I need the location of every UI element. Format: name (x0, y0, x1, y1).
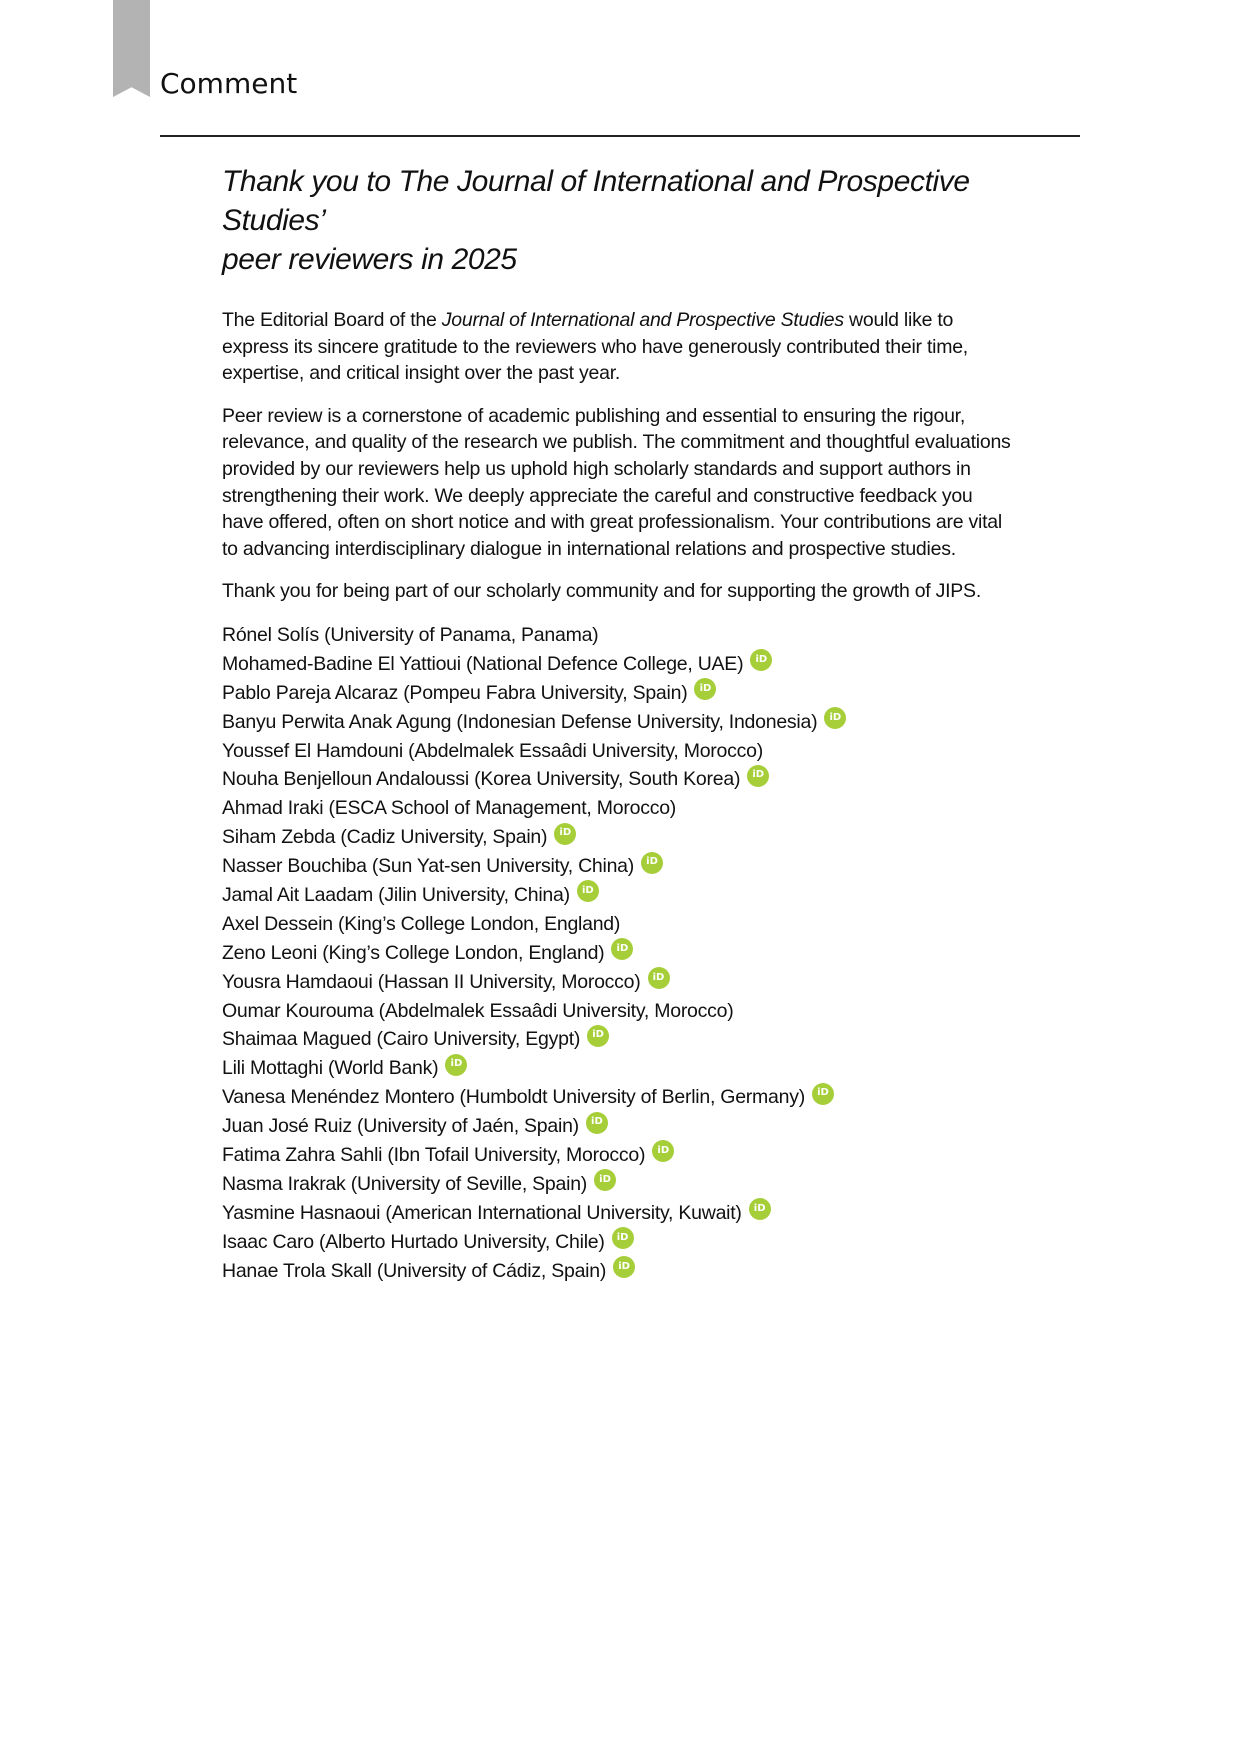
journal-name: Journal of International and Prospective Studies (441, 309, 844, 331)
reviewer-entry (222, 708, 1012, 737)
reviewer-entry (222, 1228, 1012, 1257)
reviewer-entry (222, 997, 1012, 1026)
reviewer-entry (222, 765, 1012, 794)
reviewer-entry (222, 968, 1012, 997)
reviewer-name: Nouha Benjelloun Andaloussi (Korea University, South Korea) (222, 768, 741, 791)
reviewer-name: Axel Dessein (King’s College London, England) (222, 912, 621, 935)
orcid-icon[interactable]: iD (445, 1054, 467, 1076)
reviewer-entry (222, 881, 1012, 910)
section-bookmark-tab (113, 0, 150, 97)
orcid-icon[interactable]: iD (612, 1227, 634, 1249)
reviewer-name: Banyu Perwita Anak Agung (Indonesian Defense University, Indonesia) (222, 710, 818, 733)
thank-you-paragraph: Thank you for being part of our scholarly community and for supporting the growth of JIPS. (222, 580, 981, 603)
reviewer-name: Fatima Zahra Sahli (Ibn Tofail University, Morocco) (222, 1143, 646, 1166)
intro-paragraph (222, 307, 1012, 387)
reviewer-name: Ahmad Iraki (ESCA School of Management, Morocco) (222, 797, 677, 820)
reviewer-name: Rónel Solís (University of Panama, Panama) (222, 623, 599, 646)
intro-text-end: would like to express its sincere gratitude to the reviewers who have generously contributed their time, expertise, and critical insight over the past year. (222, 309, 968, 385)
reviewer-name: Jamal Ait Laadam (Jilin University, China) (222, 883, 570, 906)
article-body (222, 162, 1012, 1285)
reviewer-name: Pablo Pareja Alcaraz (Pompeu Fabra University, Spain) (222, 681, 688, 704)
reviewer-name: Vanesa Menéndez Montero (Humboldt University of Berlin, Germany) (222, 1086, 805, 1109)
reviewer-name: Nasser Bouchiba (Sun Yat-sen University, China) (222, 855, 635, 878)
orcid-icon[interactable]: iD (594, 1169, 616, 1191)
reviewer-entry (222, 852, 1012, 881)
reviewer-name: Shaimaa Magued (Cairo University, Egypt) (222, 1028, 581, 1051)
peer-review-paragraph: Peer review is a cornerstone of academic publishing and essential to ensuring the rigour, relevance, and quality of the research we publish. The commitment and thoughtful evaluations provided by our reviewers help us uphold high scholarly standards and support authors in strengthening their work. We deeply appreciate the careful and constructive feedback you have offered, often on short notice and with great professionalism. Your contributions are vital to advancing interdisciplinary dialogue in international relations and prospective studies. (222, 404, 1011, 560)
reviewer-entry (222, 1083, 1012, 1112)
reviewer-name: Yasmine Hasnaoui (American International University, Kuwait) (222, 1201, 742, 1224)
orcid-icon[interactable]: iD (611, 938, 633, 960)
orcid-icon[interactable]: iD (587, 1025, 609, 1047)
reviewer-entry (222, 1141, 1012, 1170)
reviewer-name: Juan José Ruiz (University of Jaén, Spain) (222, 1115, 579, 1138)
orcid-icon[interactable]: iD (750, 649, 772, 671)
article-title-line-1: Thank you to The Journal of International and Prospective Studies’ (222, 165, 970, 237)
orcid-icon[interactable]: iD (586, 1112, 608, 1134)
reviewer-entry (222, 737, 1012, 766)
reviewer-entry (222, 1025, 1012, 1054)
article-title-line-2: peer reviewers in 2025 (222, 243, 517, 276)
orcid-icon[interactable]: iD (648, 967, 670, 989)
reviewer-entry (222, 939, 1012, 968)
reviewer-name: Zeno Leoni (King’s College London, England) (222, 941, 605, 964)
reviewer-name: Mohamed-Badine El Yattioui (National Defence College, UAE) (222, 652, 744, 675)
orcid-icon[interactable]: iD (554, 823, 576, 845)
reviewer-name: Youssef El Hamdouni (Abdelmalek Essaâdi University, Morocco) (222, 739, 763, 762)
orcid-icon[interactable]: iD (824, 707, 846, 729)
reviewer-name: Oumar Kourouma (Abdelmalek Essaâdi University, Morocco) (222, 999, 734, 1022)
reviewer-name: Lili Mottaghi (World Bank) (222, 1057, 439, 1080)
reviewer-name: Yousra Hamdaoui (Hassan II University, Morocco) (222, 970, 641, 993)
intro-text-start: The Editorial Board of the (222, 309, 442, 331)
reviewer-list (222, 621, 1012, 1285)
reviewer-name: Isaac Caro (Alberto Hurtado University, Chile) (222, 1230, 605, 1253)
orcid-icon[interactable]: iD (641, 852, 663, 874)
orcid-icon[interactable]: iD (613, 1256, 635, 1278)
section-label: Comment (160, 67, 298, 100)
reviewer-name: Nasma Irakrak (University of Seville, Spain) (222, 1172, 588, 1195)
reviewer-entry (222, 621, 1012, 650)
article-title (222, 162, 1012, 279)
orcid-icon[interactable]: iD (747, 765, 769, 787)
reviewer-entry (222, 1170, 1012, 1199)
reviewer-name: Siham Zebda (Cadiz University, Spain) (222, 826, 548, 849)
reviewer-entry (222, 1257, 1012, 1286)
orcid-icon[interactable]: iD (812, 1083, 834, 1105)
reviewer-entry (222, 650, 1012, 679)
reviewer-entry (222, 679, 1012, 708)
orcid-icon[interactable]: iD (652, 1140, 674, 1162)
orcid-icon[interactable]: iD (749, 1198, 771, 1220)
header-divider (160, 135, 1080, 137)
orcid-icon[interactable]: iD (577, 880, 599, 902)
reviewer-entry (222, 1054, 1012, 1083)
reviewer-entry (222, 1112, 1012, 1141)
reviewer-entry (222, 823, 1012, 852)
reviewer-entry (222, 794, 1012, 823)
reviewer-name: Hanae Trola Skall (University of Cádiz, Spain) (222, 1259, 607, 1282)
orcid-icon[interactable]: iD (694, 678, 716, 700)
